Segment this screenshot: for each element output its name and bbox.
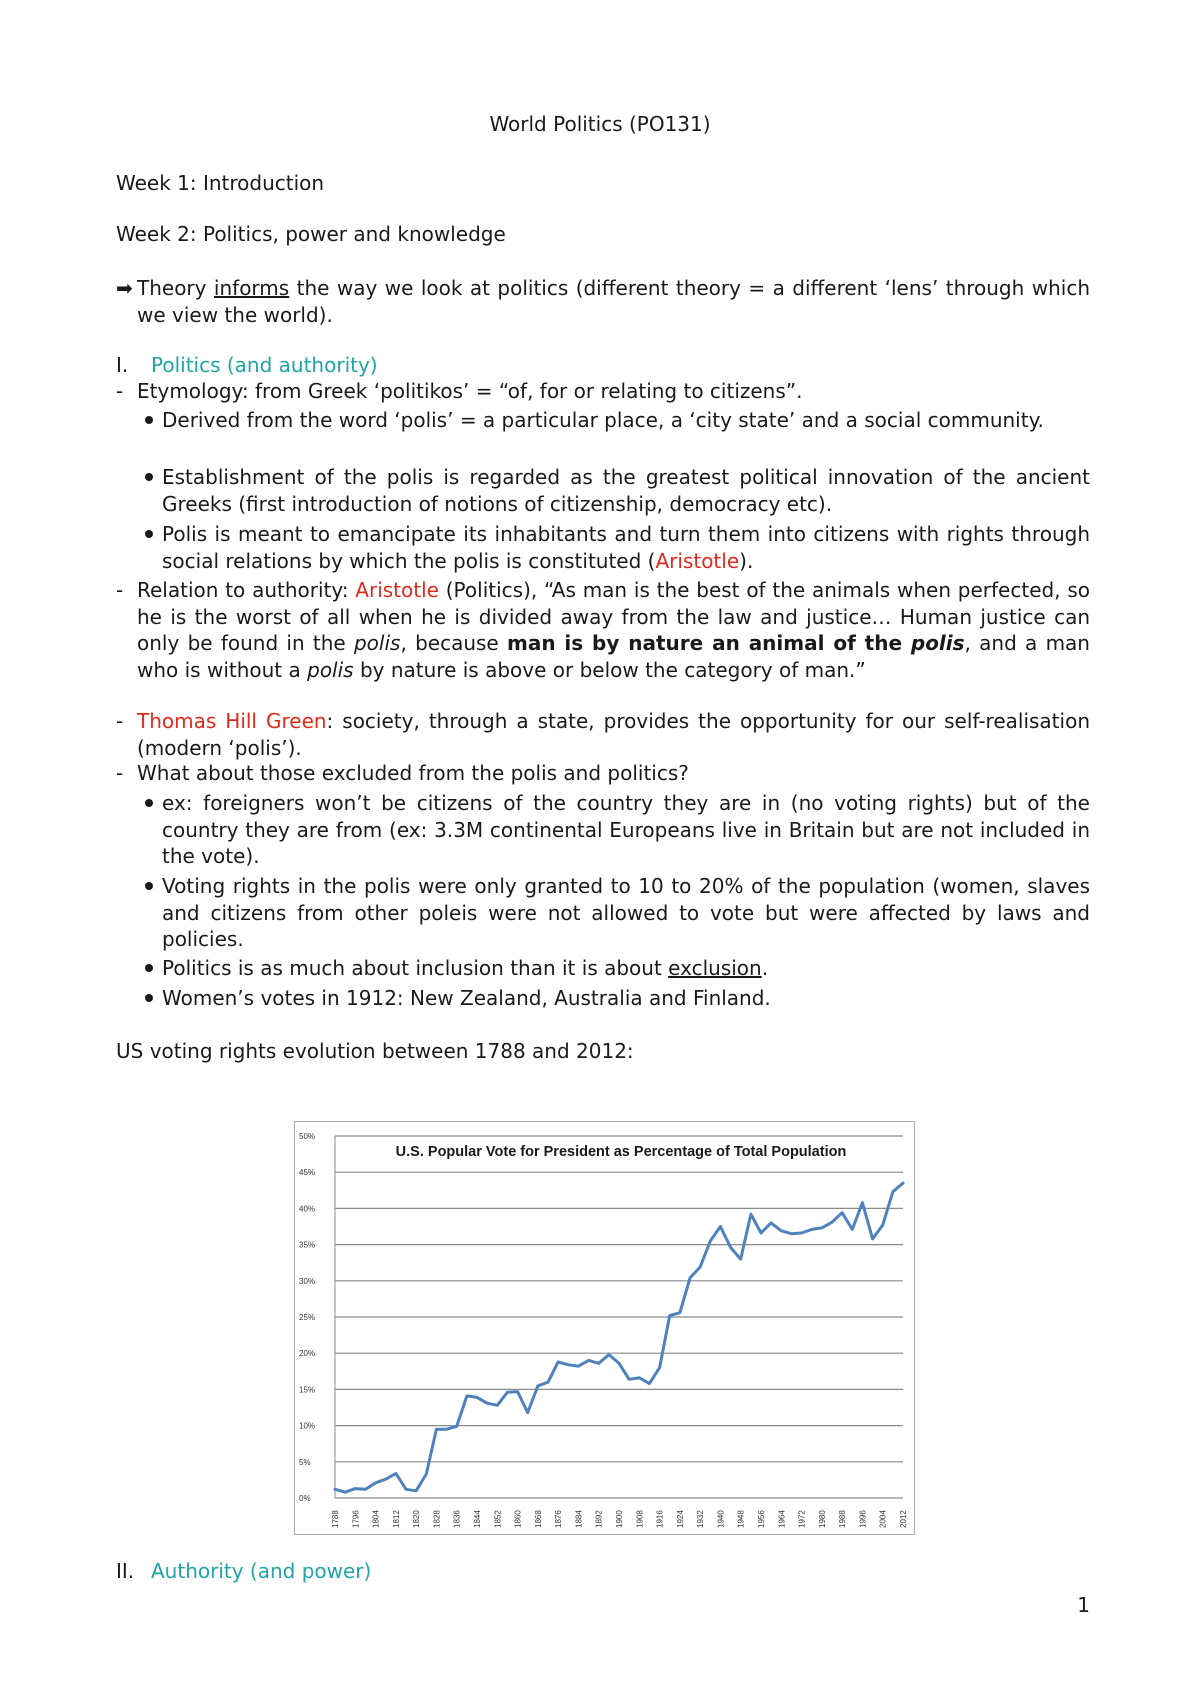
x-tick-label: 1812 bbox=[391, 1510, 401, 1528]
y-tick-label: 15% bbox=[299, 1385, 316, 1395]
relation-paragraph: Relation to authority: Aristotle (Politics), “As man is the best of the animals when perfected, so he is the worst of all when he is divided away from the law and justice… Human justice can only be found in the polis, because man is by nature an animal of the polis, and a man who is without a polis by nature is above or below the category of man.” bbox=[137, 578, 1090, 682]
x-tick-label: 1796 bbox=[351, 1510, 361, 1528]
x-tick-label: 1836 bbox=[452, 1510, 462, 1528]
x-tick-label: 1964 bbox=[777, 1510, 787, 1528]
x-tick-label: 2012 bbox=[899, 1510, 908, 1528]
x-tick-label: 1924 bbox=[675, 1510, 685, 1528]
bullet-womens-votes: Women’s votes in 1912: New Zealand, Australia and Finland. bbox=[162, 986, 771, 1010]
section-2-title: Authority (and power) bbox=[151, 1559, 372, 1583]
right-arrow-icon: ➡ bbox=[116, 276, 133, 300]
x-tick-label: 1828 bbox=[432, 1510, 442, 1528]
bullet-inclusion: Politics is as much about inclusion than it is about exclusion. bbox=[162, 956, 769, 980]
x-tick-label: 1820 bbox=[412, 1510, 422, 1528]
x-tick-label: 1940 bbox=[716, 1510, 726, 1528]
bold-quote: man is by nature an animal of the bbox=[506, 631, 911, 655]
bullet-foreigners: ex: foreigners won’t be citizens of the country they are in (no voting rights) but of the country they are from (ex: 3.3M continental Europeans live in Britain but are not included in the vote). bbox=[162, 791, 1090, 868]
etymology-text: Etymology: from Greek ‘politikos’ = “of, for or relating to citizens”. bbox=[137, 379, 803, 403]
section-1-title: Politics (and authority) bbox=[151, 353, 378, 377]
y-tick-label: 20% bbox=[299, 1349, 316, 1359]
dash-marker: - bbox=[116, 709, 124, 733]
bullet-voting-rights: Voting rights in the polis were only granted to 10 to 20% of the population (women, slaves and citizens from other poleis were not allowed to vote but were affected by laws and policies. bbox=[162, 874, 1090, 951]
bullet-icon bbox=[145, 882, 153, 890]
y-tick-label: 45% bbox=[299, 1168, 316, 1178]
x-tick-label: 1852 bbox=[493, 1510, 503, 1528]
y-tick-label: 0% bbox=[299, 1494, 311, 1503]
bullet-icon bbox=[145, 799, 153, 807]
voting-chart bbox=[294, 1121, 915, 1535]
section-1-numeral: I. bbox=[116, 353, 129, 377]
informs-underlined: informs bbox=[213, 276, 290, 300]
x-tick-label: 1956 bbox=[757, 1510, 766, 1528]
y-tick-label: 30% bbox=[299, 1276, 316, 1286]
y-tick-label: 50% bbox=[299, 1132, 316, 1141]
dash-marker: - bbox=[116, 379, 124, 403]
y-tick-label: 40% bbox=[299, 1204, 316, 1214]
x-tick-label: 1900 bbox=[615, 1510, 624, 1528]
chart-svg bbox=[295, 1122, 914, 1534]
x-tick-label: 1788 bbox=[331, 1510, 340, 1528]
dash-marker: - bbox=[116, 761, 124, 785]
y-tick-label: 35% bbox=[299, 1240, 316, 1250]
dash-marker: - bbox=[116, 578, 124, 602]
y-tick-label: 25% bbox=[299, 1313, 316, 1322]
x-tick-label: 2004 bbox=[878, 1510, 888, 1528]
week-2-heading: Week 2: Politics, power and knowledge bbox=[116, 222, 506, 246]
x-tick-label: 1988 bbox=[838, 1510, 848, 1528]
y-tick-label: 10% bbox=[299, 1421, 316, 1431]
x-tick-label: 1996 bbox=[858, 1510, 868, 1528]
thomas-hill-green-name: Thomas Hill Green bbox=[137, 709, 327, 733]
week-1-heading: Week 1: Introduction bbox=[116, 171, 325, 195]
x-tick-label: 1908 bbox=[635, 1510, 645, 1528]
bullet-emancipate: Polis is meant to emancipate its inhabitants and turn them into citizens with rights through social relations by which the polis is constituted (Aristotle). bbox=[162, 522, 1090, 573]
green-paragraph: Thomas Hill Green: society, through a state, provides the opportunity for our self-realisation (modern ‘polis’). bbox=[137, 709, 1090, 760]
excluded-question: What about those excluded from the polis and politics? bbox=[137, 761, 689, 785]
exclusion-underlined: exclusion bbox=[668, 956, 762, 980]
series-line bbox=[335, 1183, 903, 1492]
x-tick-label: 1932 bbox=[696, 1510, 706, 1528]
x-tick-label: 1980 bbox=[817, 1510, 827, 1528]
x-tick-label: 1868 bbox=[533, 1510, 543, 1528]
x-tick-label: 1884 bbox=[574, 1510, 584, 1528]
bullet-derived: Derived from the word ‘polis’ = a particular place, a ‘city state’ and a social community. bbox=[162, 408, 1044, 432]
x-tick-label: 1916 bbox=[655, 1510, 665, 1528]
chart-title: U.S. Popular Vote for President as Percentage of Total Population bbox=[395, 1144, 847, 1160]
x-tick-label: 1876 bbox=[554, 1510, 564, 1528]
aristotle-name: Aristotle bbox=[355, 578, 439, 602]
bullet-establishment: Establishment of the polis is regarded as the greatest political innovation of the ancient Greeks (first introduction of notions of citizenship, democracy etc). bbox=[162, 465, 1090, 516]
x-tick-label: 1948 bbox=[736, 1510, 746, 1528]
bullet-icon bbox=[145, 530, 153, 538]
y-tick-label: 5% bbox=[299, 1457, 311, 1467]
bullet-icon bbox=[145, 994, 153, 1002]
x-tick-label: 1972 bbox=[797, 1510, 807, 1528]
bullet-icon bbox=[145, 473, 153, 481]
document-title: World Politics (PO131) bbox=[489, 112, 711, 136]
us-voting-heading: US voting rights evolution between 1788 and 2012: bbox=[116, 1039, 634, 1063]
aristotle-name: Aristotle bbox=[655, 548, 740, 573]
x-tick-label: 1844 bbox=[473, 1510, 482, 1528]
x-tick-label: 1804 bbox=[371, 1510, 381, 1528]
bullet-icon bbox=[145, 416, 153, 424]
x-tick-label: 1860 bbox=[513, 1510, 523, 1528]
x-tick-label: 1892 bbox=[594, 1510, 604, 1528]
section-2-numeral: II. bbox=[116, 1559, 135, 1583]
bullet-icon bbox=[145, 964, 153, 972]
page-number: 1 bbox=[1077, 1593, 1090, 1617]
theory-paragraph: Theory informs the way we look at politics (different theory = a different ‘lens’ through which we view the world). bbox=[137, 276, 1090, 327]
